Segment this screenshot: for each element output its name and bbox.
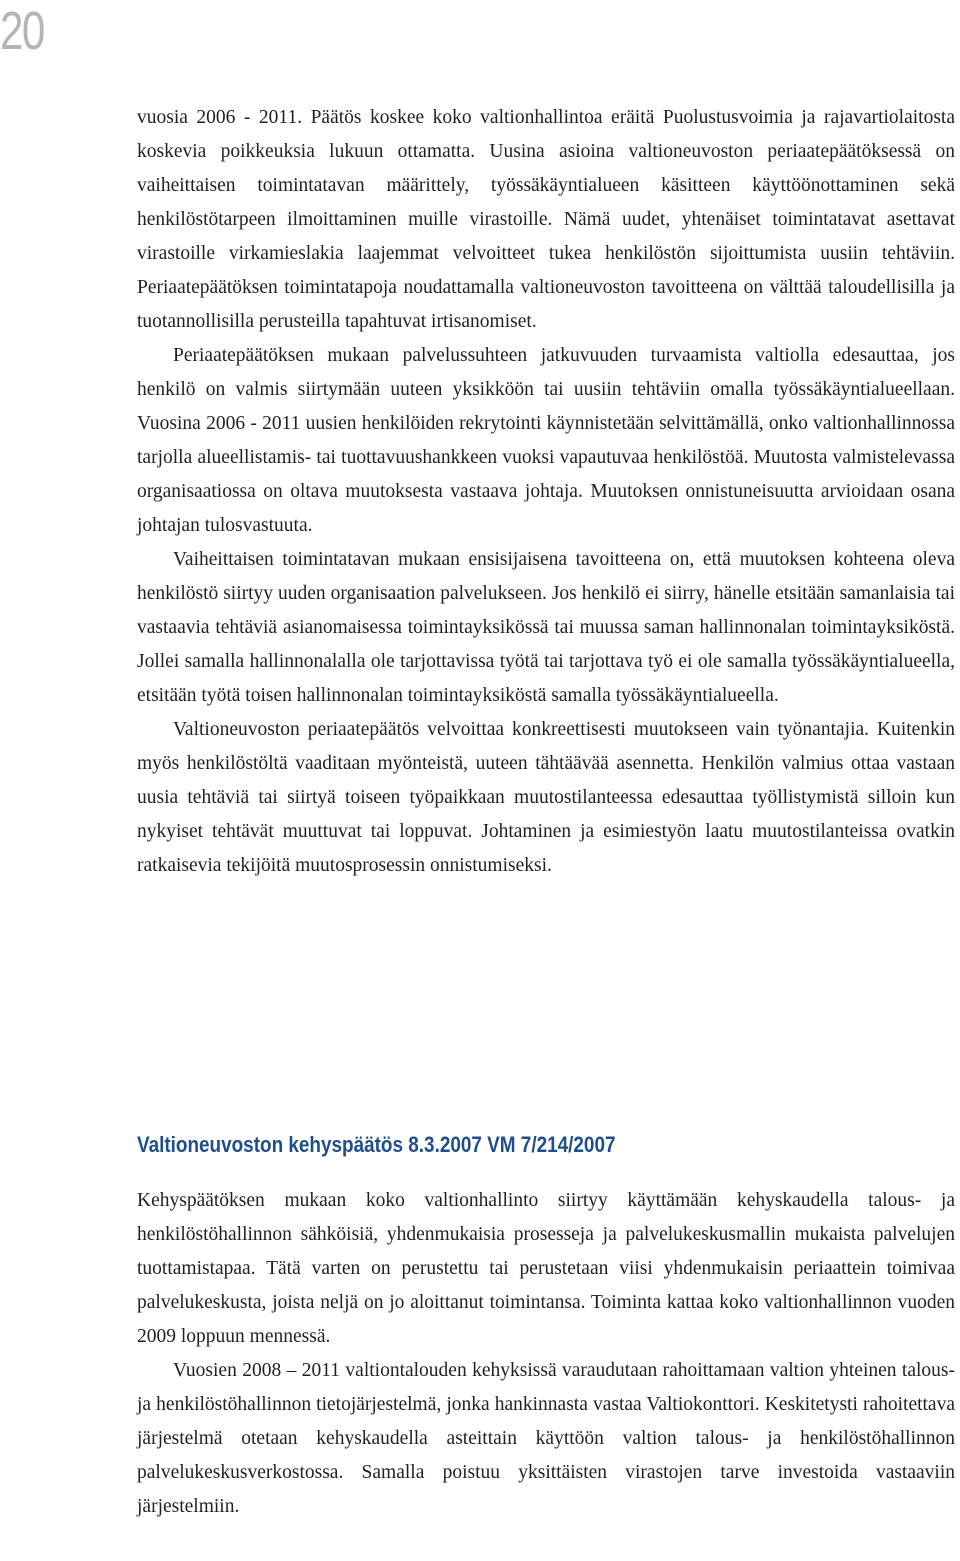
paragraph: Vuosien 2008 – 2011 valtiontalouden kehyksissä varaudutaan rahoittamaan valtion yhteinen talous- ja henkilöstöhallinnon tietojärjestelmä, jonka hankinnasta vastaa Valtiokonttori. Keskitetysti rahoitettava järjestelmä otetaan kehyskaudella asteittain käyttöön valtion talous- ja henkilöstöhallinnon palvelukeskusverkostossa. Samalla poistuu yksittäisten virastojen tarve investoida vastaaviin järjestelmiin. xyxy=(137,1360,955,1517)
section-heading: Valtioneuvoston kehyspäätös 8.3.2007 VM 7/214/2007 xyxy=(137,1132,616,1157)
paragraph: Vaiheittaisen toimintatavan mukaan ensisijaisena tavoitteena on, että muutoksen kohteena oleva henkilöstö siirtyy uuden organisaation palvelukseen. Jos henkilö ei siirry, hänelle etsitään samanlaisia tai vastaavia tehtäviä asianomaisessa toimintayksikössä tai muussa saman hallinnonalan toimintayksiköstä. Jollei samalla hallinnonalalla ole tarjottavissa työtä tai tarjottava työ ei ole samalla työssäkäyntialueella, etsitään työtä toisen hallinnonalan toimintayksiköstä samalla työssäkäyntialueella. xyxy=(137,549,955,706)
paragraph: Valtioneuvoston periaatepäätös velvoittaa konkreettisesti muutokseen vain työnantajia. Kuitenkin myös henkilöstöltä vaaditaan myönteistä, uuteen tähtäävää asennetta. Henkilön valmius ottaa vastaan uusia tehtäviä tai siirtyä toiseen työpaikkaan muutostilanteessa edesauttaa työllistymistä silloin kun nykyiset tehtävät muuttuvat tai loppuvat. Johtaminen ja esimiestyön laatu muutostilanteissa ovatkin ratkaisevia tekijöitä muutosprosessin onnistumiseksi. xyxy=(137,719,955,876)
paragraph: Periaatepäätöksen mukaan palvelussuhteen jatkuvuuden turvaamista valtiolla edesauttaa, jos henkilö on valmis siirtymään uuteen yksikköön tai uusiin tehtäviin omalla työssäkäyntialueellaan. Vuosina 2006 - 2011 uusien henkilöiden rekrytointi käynnistetään selvittämällä, onko valtionhallinnossa tarjolla alueellistamis- tai tuottavuushankkeen vuoksi vapautuvaa henkilöstöä. Muutosta valmistelevassa organisaatiossa on oltava muutoksesta vastaava johtaja. Muutoksen onnistuneisuutta arvioidaan osana johtajan tulosvastuuta. xyxy=(137,345,955,536)
paragraph: Kehyspäätöksen mukaan koko valtionhallinto siirtyy käyttämään kehyskaudella talous- ja henkilöstöhallinnon sähköisiä, yhdenmukaisia prosesseja ja palvelukeskusmallin mukaista palvelujen tuottamistapaa. Tätä varten on perustettu tai perustetaan viisi yhdenmukaisin periaattein toimivaa palvelukeskusta, joista neljä on jo aloittanut toimintansa. Toiminta kattaa koko valtionhallinnon vuoden 2009 loppuun mennessä. xyxy=(137,1190,955,1347)
page-number: 20 xyxy=(0,1,44,61)
paragraph: vuosia 2006 - 2011. Päätös koskee koko valtionhallintoa eräitä Puolustusvoimia ja rajavartiolaitosta koskevia poikkeuksia lukuun ottamatta. Uusina asioina valtioneuvoston periaatepäätöksessä on vaiheittaisen toimintatavan määrittely, työssäkäyntialueen käsitteen käyttöönottaminen sekä henkilöstötarpeen ilmoittaminen muille virastoille. Nämä uudet, yhtenäiset toimintatavat asettavat virastoille virkamieslakia laajemmat velvoitteet tukea henkilöstön sijoittumista uusiin tehtäviin. Periaatepäätöksen toimintatapoja noudattamalla valtioneuvoston tavoitteena on välttää taloudellisilla ja tuotannollisilla perusteilla tapahtuvat irtisanomiset. xyxy=(137,107,955,332)
section-2-body xyxy=(137,1184,955,1524)
section-1-body xyxy=(137,101,955,883)
